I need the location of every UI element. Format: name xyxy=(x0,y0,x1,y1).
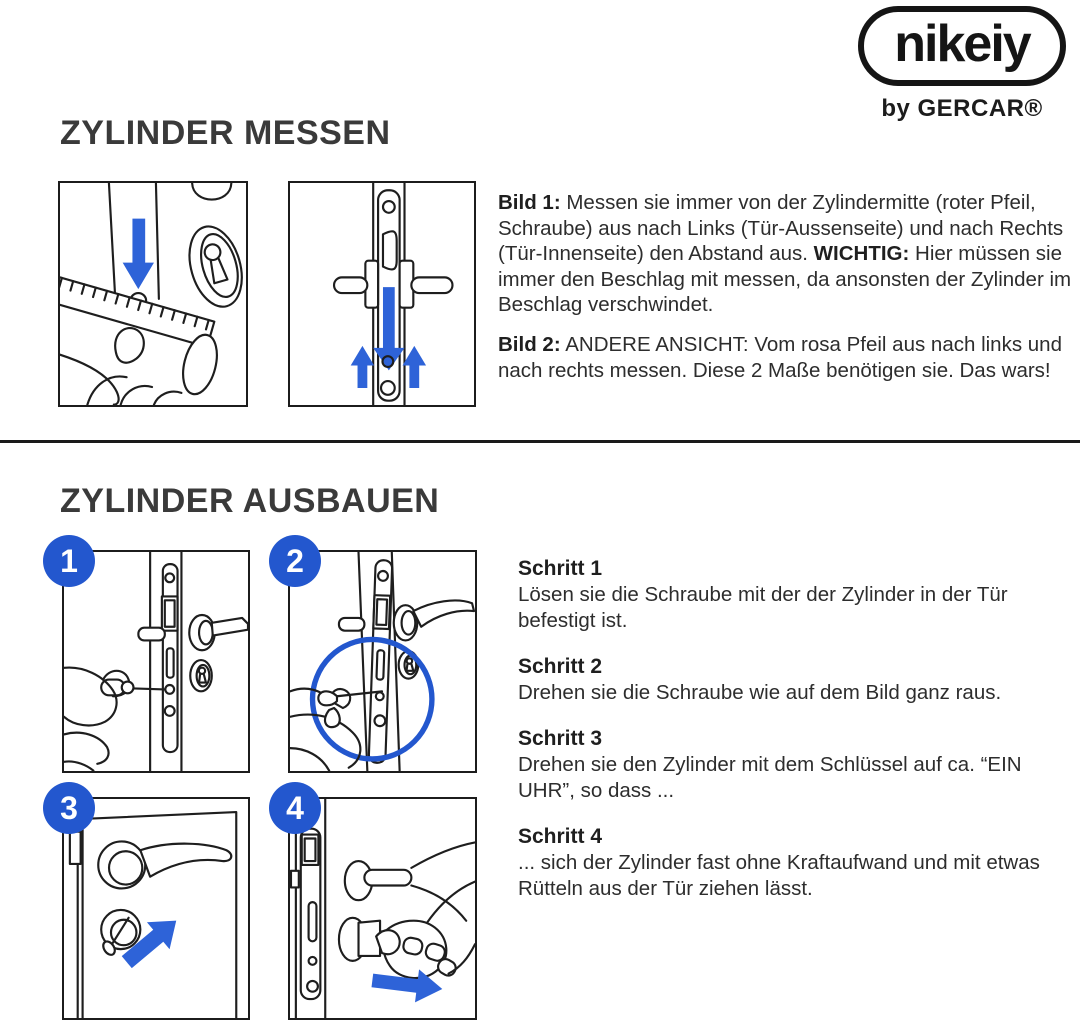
bild2-paragraph xyxy=(498,332,1080,383)
step-item-1 xyxy=(518,556,1074,634)
step-badge-2: 2 xyxy=(269,535,321,587)
step-item-2 xyxy=(518,654,1074,706)
screwdriver-shaft xyxy=(133,688,164,689)
handle-lever xyxy=(413,600,474,626)
handle-rose xyxy=(98,841,145,888)
spindle-right xyxy=(411,277,452,293)
measure-ruler-illustration xyxy=(60,183,246,405)
logo-letter-e: e xyxy=(963,15,991,73)
unscrew-illustration xyxy=(64,552,248,771)
step3-text: Drehen sie den Zylinder mit dem Schlüssel auf ca. “EIN UHR”, so dass ... xyxy=(518,753,1022,802)
bild1-wichtig: WICHTIG: xyxy=(813,242,910,266)
figure-lock-edge-view xyxy=(288,181,476,407)
brand-byline: by GERCAR® xyxy=(881,95,1043,122)
logo-text-left: nik xyxy=(894,15,964,73)
figure-step1-unscrew xyxy=(62,550,250,773)
latch-bolt xyxy=(383,231,397,269)
figure-step3-turn-key xyxy=(62,797,250,1020)
figure-step2-screw-out xyxy=(288,550,477,773)
bild1-text: Messen sie immer von der Zylindermitte (roter Pfeil, Schraube) aus nach Links (Tür-Aussenseite) und nach Rechts (Tür-Innenseite) den Abstand aus. xyxy=(498,191,1064,266)
thumb xyxy=(115,328,144,363)
bild2-text: ANDERE ANSICHT: Vom rosa Pfeil aus nach links und nach rechts messen. Diese 2 Maße benötigen sie. Das wars! xyxy=(498,333,1062,382)
figure-step4-pull-cylinder xyxy=(288,797,477,1020)
step4-label: Schritt 4 xyxy=(518,825,603,848)
turn-key-illustration xyxy=(64,799,248,1018)
handle-lever xyxy=(140,844,231,877)
keyhole-escutcheon xyxy=(181,220,246,313)
figure-measure-ruler xyxy=(58,181,248,407)
step-item-4 xyxy=(518,824,1074,902)
strike-plate xyxy=(70,832,81,864)
section-title-ausbauen: ZYLINDER AUSBAUEN xyxy=(60,482,440,520)
step2-text: Drehen sie die Schraube wie auf dem Bild ganz raus. xyxy=(518,681,1002,704)
pull-cylinder-illustration xyxy=(290,799,475,1018)
up-arrow-icon xyxy=(351,346,374,388)
step2-label: Schritt 2 xyxy=(518,655,603,678)
screw-out-illustration xyxy=(290,552,475,771)
up-arrow-icon xyxy=(403,346,426,388)
spindle-stub xyxy=(339,618,364,631)
down-arrow-icon xyxy=(123,219,154,289)
bild1-paragraph xyxy=(498,190,1080,318)
step3-label: Schritt 3 xyxy=(518,727,603,750)
bild1-text2: Hier müssen sie immer den Beschlag mit messen, da ansonsten der Zylinder im Beschlag verschwindet. xyxy=(498,242,1072,317)
lock-edge-illustration xyxy=(290,183,474,405)
brand-logo-pill xyxy=(858,6,1066,86)
logo-text-right: iy xyxy=(990,15,1030,73)
bild2-label: Bild 2: xyxy=(498,333,561,356)
steps-list xyxy=(518,556,1074,922)
key-bow xyxy=(318,691,337,705)
step-badge-1: 1 xyxy=(43,535,95,587)
step-badge-3: 3 xyxy=(43,782,95,834)
spindle-stub xyxy=(138,628,164,641)
brand-logo xyxy=(858,6,1066,123)
section-divider xyxy=(0,440,1080,443)
handle-lever xyxy=(212,618,248,636)
spindle-bar xyxy=(364,870,411,886)
step-item-3 xyxy=(518,726,1074,804)
step1-label: Schritt 1 xyxy=(518,557,603,580)
step-badge-4: 4 xyxy=(269,782,321,834)
section-title-messen: ZYLINDER MESSEN xyxy=(60,114,391,152)
step1-text: Lösen sie die Schraube mit der der Zylinder in der Tür befestigt ist. xyxy=(518,583,1008,632)
step4-text: ... sich der Zylinder fast ohne Kraftaufwand und mit etwas Rütteln aus der Tür ziehen lässt. xyxy=(518,851,1040,900)
spindle-left xyxy=(334,277,367,293)
handle-rose xyxy=(189,615,214,650)
bild1-label: Bild 1: xyxy=(498,191,561,214)
